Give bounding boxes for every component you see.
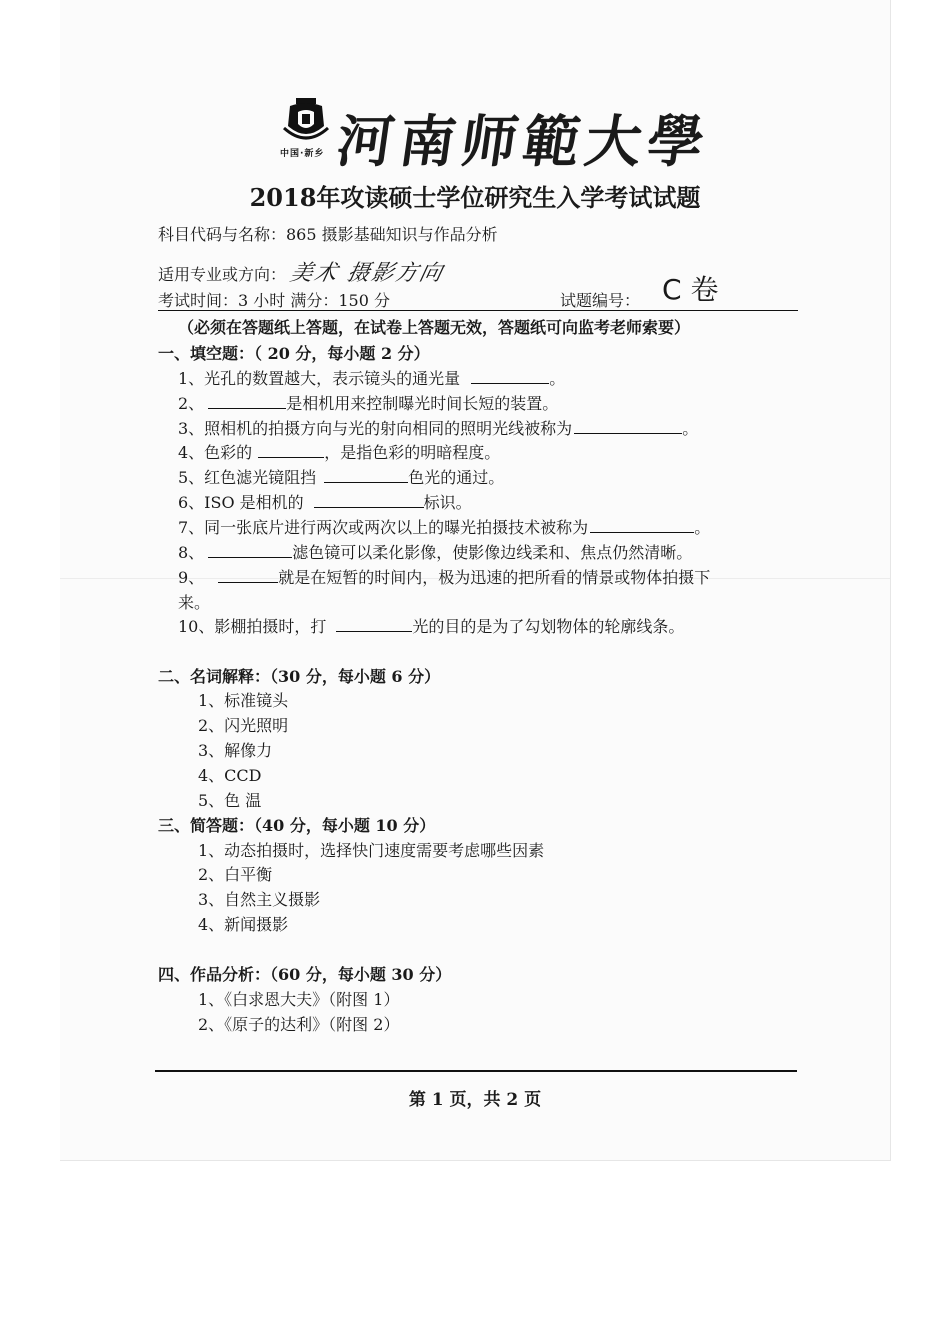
question-text: 10、影棚拍摄时，打 (178, 617, 327, 636)
analysis-item: 1、《白求恩大夫》（附图 1） (198, 990, 400, 1009)
question-1-3 (178, 416, 698, 439)
question-1-1 (178, 366, 565, 389)
short-answer-item: 1、动态拍摄时，选择快门速度需要考虑哪些因素 (198, 841, 545, 860)
answer-blank (218, 568, 278, 583)
answer-blank (258, 443, 324, 458)
section-terms-heading: 二、名词解释：（30 分，每小题 6 分） (158, 667, 441, 686)
question-text: 9、 (178, 568, 205, 587)
subject-line: 科目代码与名称：865 摄影基础知识与作品分析 (158, 225, 498, 244)
major-handwritten: 美术 摄影方向 (288, 261, 447, 286)
section-short-answer-heading: 三、简答题：（40 分，每小题 10 分） (158, 816, 436, 835)
time-score-line: 考试时间：3 小时 满分：150 分 (158, 291, 390, 310)
short-answer-item: 4、新闻摄影 (198, 915, 289, 934)
question-1-6 (178, 490, 472, 513)
question-text: 。 (694, 518, 711, 537)
question-text: 。 (549, 369, 566, 388)
question-text: 6、ISO 是相机的 (178, 493, 304, 512)
answer-blank (208, 543, 292, 558)
answer-blank (314, 493, 424, 508)
question-1-4 (178, 440, 500, 463)
exam-title: 2018年攻读硕士学位研究生入学考试试题 (249, 183, 701, 212)
question-1-5 (178, 465, 504, 488)
paper-number-value: C 卷 (662, 273, 719, 306)
header-rule (158, 310, 798, 311)
major-label: 适用专业或方向： (158, 265, 287, 284)
question-text: 滤色镜可以柔化影像，使影像边线柔和、焦点仍然清晰。 (292, 543, 693, 562)
term-item: 4、CCD (198, 766, 262, 785)
major-line (158, 256, 447, 287)
question-text: 8、 (178, 543, 205, 562)
emblem-caption: 中国·新乡 (280, 149, 325, 159)
answer-blank (208, 394, 286, 409)
question-text: 3、照相机的拍摄方向与光的射向相同的照明光线被称为 (178, 419, 573, 438)
question-text: 5、红色滤光镜阻挡 (178, 468, 317, 487)
analysis-item: 2、《原子的达利》（附图 2） (198, 1015, 400, 1034)
answer-blank (471, 369, 549, 384)
university-name: 河南师範大學 (332, 109, 715, 175)
question-1-8 (178, 540, 692, 563)
answer-blank (324, 468, 408, 483)
question-1-7 (178, 515, 710, 538)
question-1-2 (178, 391, 558, 414)
question-text: 4、色彩的 (178, 443, 253, 462)
question-text: 光的目的是为了勾划物体的轮廓线条。 (412, 617, 685, 636)
answer-blank (336, 617, 412, 632)
question-1-10 (178, 614, 684, 637)
university-header (280, 96, 715, 175)
page-footer: 第 1 页，共 2 页 (408, 1090, 542, 1110)
question-text: 色光的通过。 (408, 468, 505, 487)
term-item: 2、闪光照明 (198, 716, 289, 735)
question-1-9-continued: 来。 (178, 593, 211, 612)
footer-rule (155, 1070, 797, 1072)
question-text: 是相机用来控制曝光时间长短的装置。 (286, 394, 559, 413)
question-text: 标识。 (423, 493, 472, 512)
paper-number-label: 试题编号： (560, 291, 641, 310)
answer-notice: （必须在答题纸上答题，在试卷上答题无效，答题纸可向监考老师索要） (178, 318, 691, 337)
question-text: ，是指色彩的明暗程度。 (324, 443, 501, 462)
term-item: 5、色 温 (198, 791, 262, 810)
question-text: 。 (682, 419, 699, 438)
question-text: 1、光孔的数置越大，表示镜头的通光量 (178, 369, 461, 388)
answer-blank (590, 518, 694, 533)
question-text: 2、 (178, 394, 205, 413)
short-answer-item: 2、白平衡 (198, 865, 273, 884)
section-fill-blank-heading: 一、填空题：（ 20 分，每小题 2 分） (158, 344, 430, 363)
term-item: 1、标准镜头 (198, 691, 289, 710)
section-work-analysis-heading: 四、作品分析：（60 分，每小题 30 分） (158, 965, 452, 984)
short-answer-item: 3、自然主义摄影 (198, 890, 321, 909)
term-item: 3、解像力 (198, 741, 273, 760)
question-text: 7、同一张底片进行两次或两次以上的曝光拍摄技术被称为 (178, 518, 589, 537)
question-text: 就是在短暂的时间内，极为迅速的把所看的情景或物体拍摄下 (278, 568, 711, 587)
question-1-9 (178, 565, 710, 588)
answer-blank (574, 419, 682, 434)
